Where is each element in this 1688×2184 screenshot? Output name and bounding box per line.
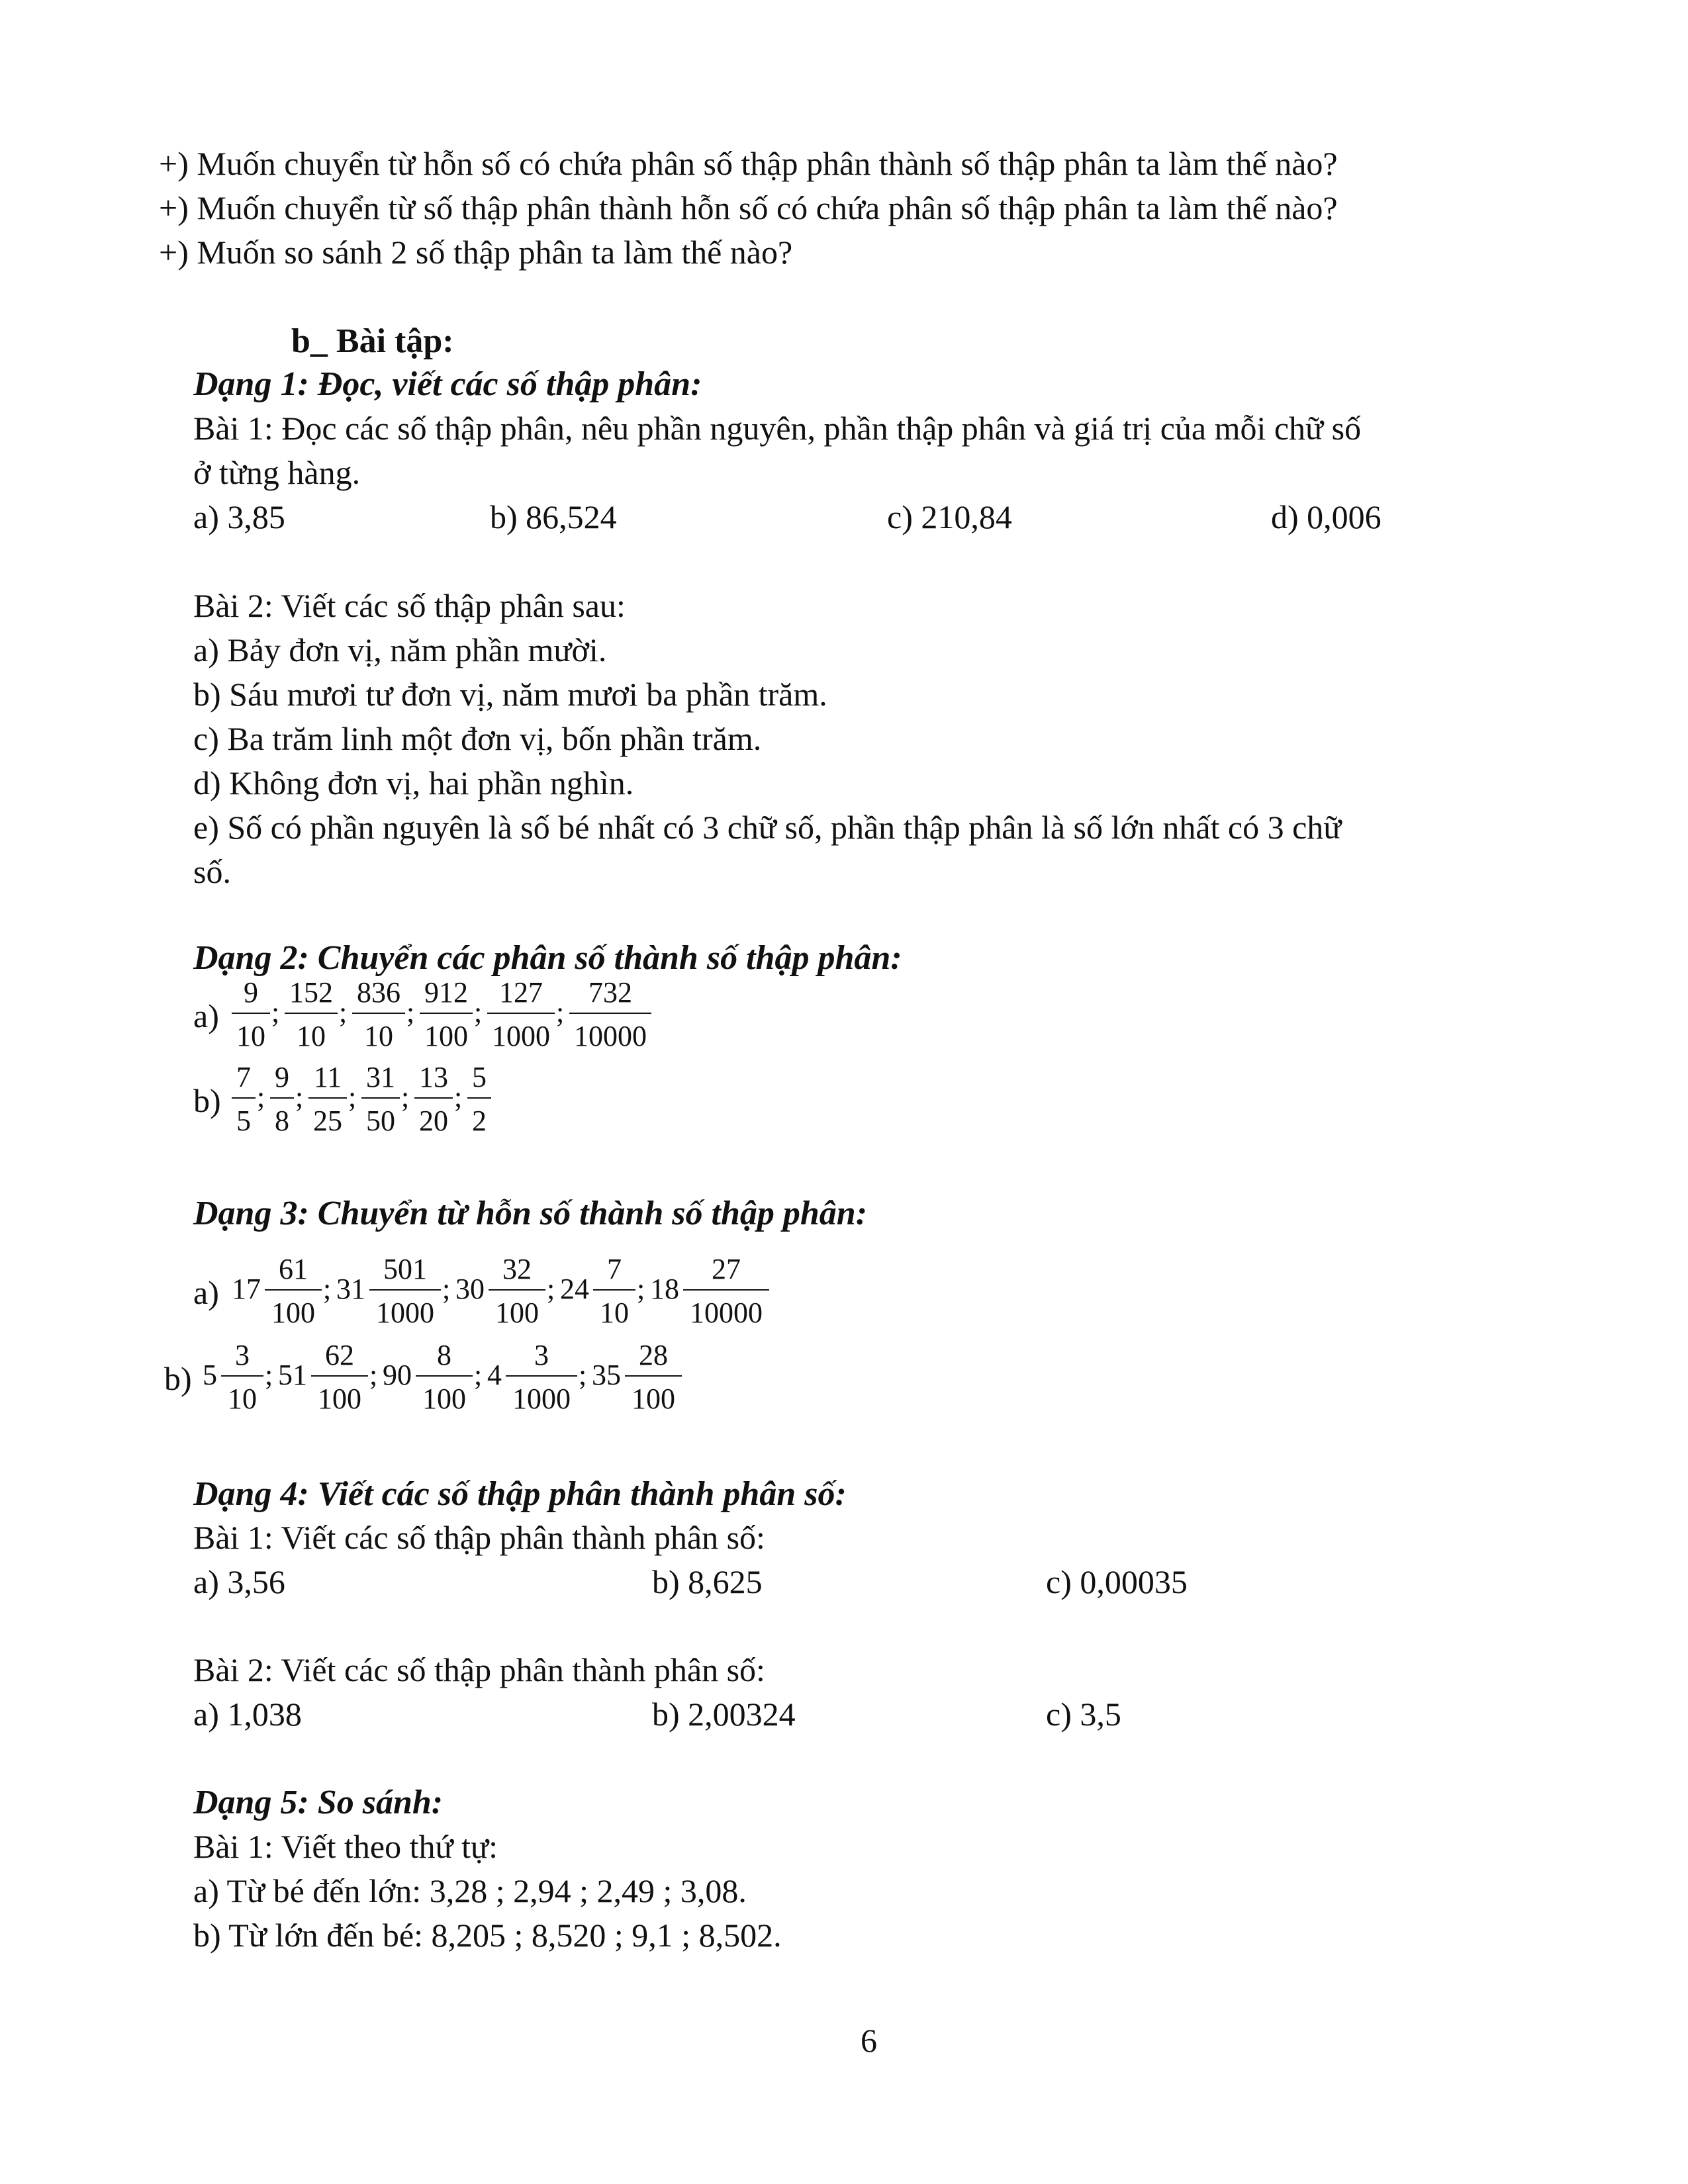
fraction-denominator: 10 — [297, 1020, 326, 1052]
fraction-numerator: 7 — [236, 1061, 251, 1093]
dang4-bai2-title: Bài 2: Viết các số thập phân thành phân số: — [193, 1651, 765, 1688]
separator: ; — [442, 1273, 451, 1305]
separator: ; — [474, 1359, 483, 1391]
fraction-bar — [270, 1097, 294, 1099]
fraction-numerator: 8 — [437, 1339, 451, 1371]
dang1-bai1-item-a: a) 3,85 — [193, 498, 285, 535]
fraction-denominator: 100 — [495, 1297, 539, 1329]
fraction-bar — [414, 1097, 453, 1099]
fraction-bar — [569, 1013, 651, 1014]
fraction-denominator: 10 — [228, 1383, 257, 1415]
dang1-bai1-line1: Bài 1: Đọc các số thập phân, nêu phần nguyên, phần thập phân và giá trị của mỗi chữ số — [193, 410, 1362, 447]
separator: ; — [547, 1273, 555, 1305]
fraction-numerator: 61 — [279, 1253, 308, 1285]
fraction-denominator: 100 — [424, 1020, 468, 1052]
dang1-bai2-item-e-cont: số. — [193, 853, 231, 890]
dang4-bai2-item-a: a) 1,038 — [193, 1696, 302, 1733]
fraction-numerator: 31 — [366, 1061, 395, 1093]
dang5-item-a: a) Từ bé đến lớn: 3,28 ; 2,94 ; 2,49 ; 3,08. — [193, 1872, 747, 1909]
dang1-bai2-item-a: a) Bảy đơn vị, năm phần mười. — [193, 631, 607, 668]
mixed-whole: 30 — [455, 1273, 485, 1305]
fraction-numerator: 28 — [639, 1339, 668, 1371]
fraction-bar — [311, 1375, 368, 1377]
fraction-bar — [369, 1289, 441, 1291]
fraction-bar — [265, 1289, 322, 1291]
fraction-bar — [232, 1013, 270, 1014]
fraction-denominator: 5 — [236, 1105, 251, 1137]
mixed-whole: 51 — [278, 1359, 307, 1391]
separator: ; — [406, 996, 415, 1028]
fraction-numerator: 27 — [712, 1253, 741, 1285]
fraction-bar — [232, 1097, 256, 1099]
fraction-denominator: 100 — [271, 1297, 315, 1329]
separator: ; — [454, 1081, 463, 1113]
mixed-whole: 31 — [336, 1273, 365, 1305]
dang1-bai2-item-e: e) Số có phần nguyên là số bé nhất có 3 chữ số, phần thập phân là số lớn nhất có 3 chữ — [193, 809, 1342, 846]
fraction-denominator: 25 — [313, 1105, 342, 1137]
fraction-numerator: 152 — [289, 976, 333, 1009]
separator: ; — [257, 1081, 265, 1113]
fraction-numerator: 3 — [235, 1339, 250, 1371]
dang4-bai2-item-b: b) 2,00324 — [652, 1696, 796, 1733]
mixed-whole: 24 — [560, 1273, 589, 1305]
question-2: +) Muốn chuyển từ số thập phân thành hỗn số có chứa phân số thập phân ta làm thế nào? — [159, 189, 1338, 226]
question-1: +) Muốn chuyển từ hỗn số có chứa phân số thập phân thành số thập phân ta làm thế nào? — [159, 145, 1338, 182]
dang1-bai2-title: Bài 2: Viết các số thập phân sau: — [193, 587, 626, 624]
dang3-label-a: a) — [193, 1274, 219, 1311]
fraction-denominator: 100 — [422, 1383, 466, 1415]
dang4-bai1-title: Bài 1: Viết các số thập phân thành phân số: — [193, 1519, 765, 1556]
question-3: +) Muốn so sánh 2 số thập phân ta làm thế nào? — [159, 234, 793, 271]
fraction-numerator: 11 — [313, 1061, 342, 1093]
dang1-bai1-item-d: d) 0,006 — [1271, 498, 1382, 535]
dang2-label-a: a) — [193, 997, 219, 1034]
dang1-bai2-item-b: b) Sáu mươi tư đơn vị, năm mươi ba phần trăm. — [193, 676, 827, 713]
dang2-title: Dạng 2: Chuyển các phân số thành số thập phân: — [193, 939, 902, 977]
mixed-whole: 90 — [383, 1359, 412, 1391]
mixed-whole: 18 — [650, 1273, 679, 1305]
dang4-bai1-item-a: a) 3,56 — [193, 1563, 285, 1600]
dang2-label-b: b) — [193, 1082, 221, 1119]
fraction-numerator: 13 — [419, 1061, 448, 1093]
fraction-numerator: 62 — [325, 1339, 354, 1371]
separator: ; — [323, 1273, 332, 1305]
fraction-bar — [352, 1013, 405, 1014]
fraction-denominator: 1000 — [376, 1297, 434, 1329]
fraction-numerator: 32 — [502, 1253, 532, 1285]
fraction-bar — [361, 1097, 400, 1099]
separator: ; — [401, 1081, 410, 1113]
dang5-bai1-title: Bài 1: Viết theo thứ tự: — [193, 1828, 498, 1865]
separator: ; — [637, 1273, 645, 1305]
dang3-title: Dạng 3: Chuyển từ hỗn số thành số thập phân: — [193, 1195, 868, 1232]
fraction-numerator: 127 — [499, 976, 543, 1009]
separator: ; — [295, 1081, 304, 1113]
fraction-bar — [221, 1375, 263, 1377]
fraction-bar — [489, 1289, 545, 1291]
separator: ; — [339, 996, 348, 1028]
fraction-bar — [285, 1013, 338, 1014]
dang1-bai1-item-b: b) 86,524 — [490, 498, 617, 535]
fraction-bar — [420, 1013, 473, 1014]
fraction-denominator: 10 — [236, 1020, 265, 1052]
section-title: b_ Bài tập: — [291, 322, 454, 360]
mixed-whole: 17 — [232, 1273, 261, 1305]
fraction-denominator: 8 — [275, 1105, 289, 1137]
fraction-numerator: 732 — [588, 976, 632, 1009]
separator: ; — [369, 1359, 378, 1391]
fraction-denominator: 10 — [364, 1020, 393, 1052]
fraction-bar — [467, 1097, 491, 1099]
dang1-bai2-item-d: d) Không đơn vị, hai phần nghìn. — [193, 764, 634, 801]
fraction-bar — [308, 1097, 347, 1099]
fraction-denominator: 2 — [472, 1105, 487, 1137]
fraction-bar — [416, 1375, 473, 1377]
dang4-bai2-item-c: c) 3,5 — [1046, 1696, 1121, 1733]
separator: ; — [271, 996, 280, 1028]
fraction-denominator: 10000 — [690, 1297, 763, 1329]
fraction-bar — [625, 1375, 682, 1377]
fraction-denominator: 10000 — [574, 1020, 647, 1052]
fraction-denominator: 100 — [632, 1383, 675, 1415]
fraction-numerator: 836 — [357, 976, 400, 1009]
fraction-bar — [593, 1289, 635, 1291]
fraction-denominator: 50 — [366, 1105, 395, 1137]
fraction-numerator: 912 — [424, 976, 468, 1009]
separator: ; — [556, 996, 565, 1028]
fraction-numerator: 501 — [383, 1253, 427, 1285]
separator: ; — [265, 1359, 273, 1391]
fraction-bar — [487, 1013, 555, 1014]
fraction-bar — [506, 1375, 577, 1377]
separator: ; — [474, 996, 483, 1028]
fraction-bar — [683, 1289, 769, 1291]
fraction-denominator: 1000 — [492, 1020, 550, 1052]
dang3-label-b: b) — [164, 1360, 192, 1397]
fraction-numerator: 5 — [472, 1061, 487, 1093]
mixed-whole: 35 — [592, 1359, 621, 1391]
fraction-numerator: 9 — [275, 1061, 289, 1093]
dang5-title: Dạng 5: So sánh: — [193, 1784, 444, 1821]
page-number: 6 — [861, 2022, 877, 2059]
separator: ; — [348, 1081, 357, 1113]
dang5-item-b: b) Từ lớn đến bé: 8,205 ; 8,520 ; 9,1 ; 8,502. — [193, 1917, 782, 1954]
dang1-bai2-item-c: c) Ba trăm linh một đơn vị, bốn phần trăm. — [193, 720, 762, 757]
dang1-title: Dạng 1: Đọc, viết các số thập phân: — [193, 365, 702, 403]
fraction-numerator: 7 — [607, 1253, 622, 1285]
dang4-title: Dạng 4: Viết các số thập phân thành phân số: — [193, 1475, 847, 1513]
fraction-denominator: 100 — [318, 1383, 361, 1415]
dang4-bai1-item-b: b) 8,625 — [652, 1563, 763, 1600]
separator: ; — [579, 1359, 587, 1391]
mixed-whole: 4 — [487, 1359, 502, 1391]
fraction-denominator: 1000 — [512, 1383, 571, 1415]
mixed-whole: 5 — [203, 1359, 217, 1391]
dang1-bai1-line2: ở từng hàng. — [193, 454, 361, 491]
fraction-denominator: 20 — [419, 1105, 448, 1137]
dang1-bai1-item-c: c) 210,84 — [887, 498, 1012, 535]
fraction-denominator: 10 — [600, 1297, 629, 1329]
fraction-numerator: 3 — [534, 1339, 549, 1371]
fraction-numerator: 9 — [244, 976, 258, 1009]
dang4-bai1-item-c: c) 0,00035 — [1046, 1563, 1188, 1600]
